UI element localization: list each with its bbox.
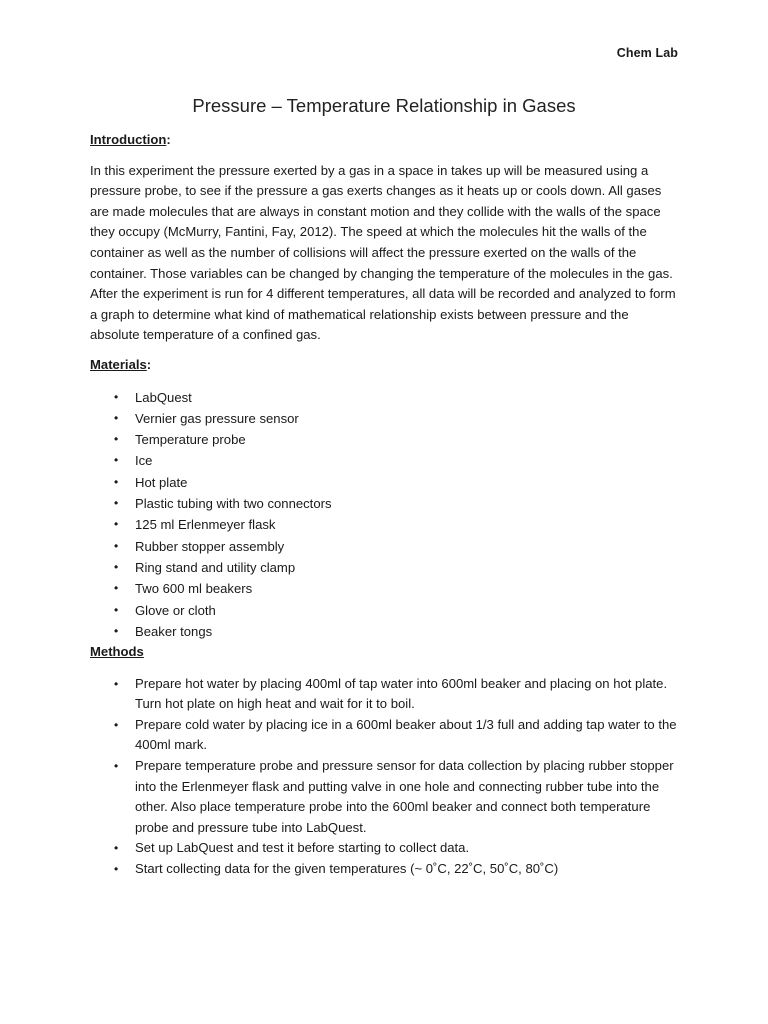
materials-heading-colon: : (146, 356, 152, 372)
bullet-icon: • (114, 623, 119, 638)
page-title: Pressure – Temperature Relationship in Gases (192, 95, 576, 116)
bullet-icon: • (114, 432, 119, 447)
bullet-icon: • (114, 759, 119, 774)
bullet-icon: • (114, 474, 119, 489)
bullet-icon: • (114, 602, 119, 617)
material-item-text: Two 600 ml beakers (135, 581, 253, 597)
material-item-text: 125 ml Erlenmeyer flask (135, 517, 276, 533)
header-label: Chem Lab (616, 46, 678, 60)
bullet-icon: • (114, 841, 119, 856)
bullet-icon: • (114, 717, 119, 732)
bullet-icon: • (114, 496, 119, 511)
bullet-icon: • (114, 517, 119, 532)
bullet-icon: • (114, 862, 119, 877)
method-step-text: Prepare temperature probe and pressure sensor for data collection by placing rubber stopper into the Erlenmeyer flask and putting valve in one hole and connecting rubber tube into the other. Also place temperature probe into the 600ml beaker and connect both temperature probe and pressure tube into LabQuest. (135, 758, 674, 835)
material-item-text: Hot plate (135, 474, 188, 490)
list-item (90, 715, 680, 756)
material-item-text: Glove or cloth (135, 602, 216, 618)
material-item-text: Ring stand and utility clamp (135, 559, 296, 575)
materials-heading (90, 355, 680, 376)
list-item (90, 578, 680, 599)
method-step-text: Prepare hot water by placing 400ml of tap water into 600ml beaker and placing on hot plate. Turn hot plate on high heat and wait for it to boil. (135, 675, 668, 712)
list-item (90, 674, 680, 715)
introduction-paragraph: In this experiment the pressure exerted by a gas in a space in takes up will be measured using a pressure probe, to see if the pressure a gas exerts changes as it heats up or cools down. All gases are made molecules that are always in constant motion and they collide with the walls of the space they occupy (McMurry, Fantini, Fay, 2012). The speed at which the molecules hit the walls of the container as well as the number of collisions will affect the pressure exerted on the walls of the container. Those variables can be changed by changing the temperature of the molecules in the gas. After the experiment is run for 4 different temperatures, all data will be recorded and analyzed to form a graph to determine what kind of mathematical relationship exists between pressure and the absolute temperature of a confined gas. (90, 162, 676, 343)
methods-list (90, 674, 680, 880)
material-item-text: Vernier gas pressure sensor (135, 410, 299, 426)
list-item (90, 493, 680, 514)
list-item (90, 838, 680, 859)
introduction-heading-colon: : (166, 132, 171, 147)
list-item (90, 472, 680, 493)
material-item-text: LabQuest (135, 389, 192, 405)
bullet-icon: • (114, 676, 119, 691)
list-item (90, 429, 680, 450)
bullet-icon: • (114, 538, 119, 553)
list-item (90, 859, 680, 880)
method-step-text: Prepare cold water by placing ice in a 600ml beaker about 1/3 full and adding tap water to the 400ml mark. (135, 716, 677, 753)
list-item (90, 557, 680, 578)
material-item-text: Ice (135, 453, 153, 469)
methods-heading (90, 642, 680, 663)
list-item (90, 756, 680, 838)
material-item-text: Plastic tubing with two connectors (135, 496, 332, 512)
list-item (90, 450, 680, 471)
materials-heading-text: Materials (90, 356, 147, 372)
introduction-heading-text: Introduction (90, 132, 167, 147)
material-item-text: Rubber stopper assembly (135, 538, 285, 554)
list-item (90, 621, 680, 642)
introduction-heading (90, 130, 680, 151)
document-body (90, 130, 680, 880)
bullet-icon: • (114, 453, 119, 468)
material-item-text: Temperature probe (135, 432, 246, 448)
bullet-icon: • (114, 581, 119, 596)
list-item (90, 536, 680, 557)
materials-list (90, 387, 680, 643)
bullet-icon: • (114, 389, 119, 404)
list-item (90, 408, 680, 429)
bullet-icon: • (114, 410, 119, 425)
list-item (90, 600, 680, 621)
method-step-text: Start collecting data for the given temperatures (~ 0˚C, 22˚C, 50˚C, 80˚C) (135, 861, 559, 877)
bullet-icon: • (114, 559, 119, 574)
list-item (90, 387, 680, 408)
list-item (90, 514, 680, 535)
methods-heading-text: Methods (90, 644, 144, 660)
method-step-text: Set up LabQuest and test it before starting to collect data. (135, 840, 470, 856)
material-item-text: Beaker tongs (135, 623, 213, 639)
